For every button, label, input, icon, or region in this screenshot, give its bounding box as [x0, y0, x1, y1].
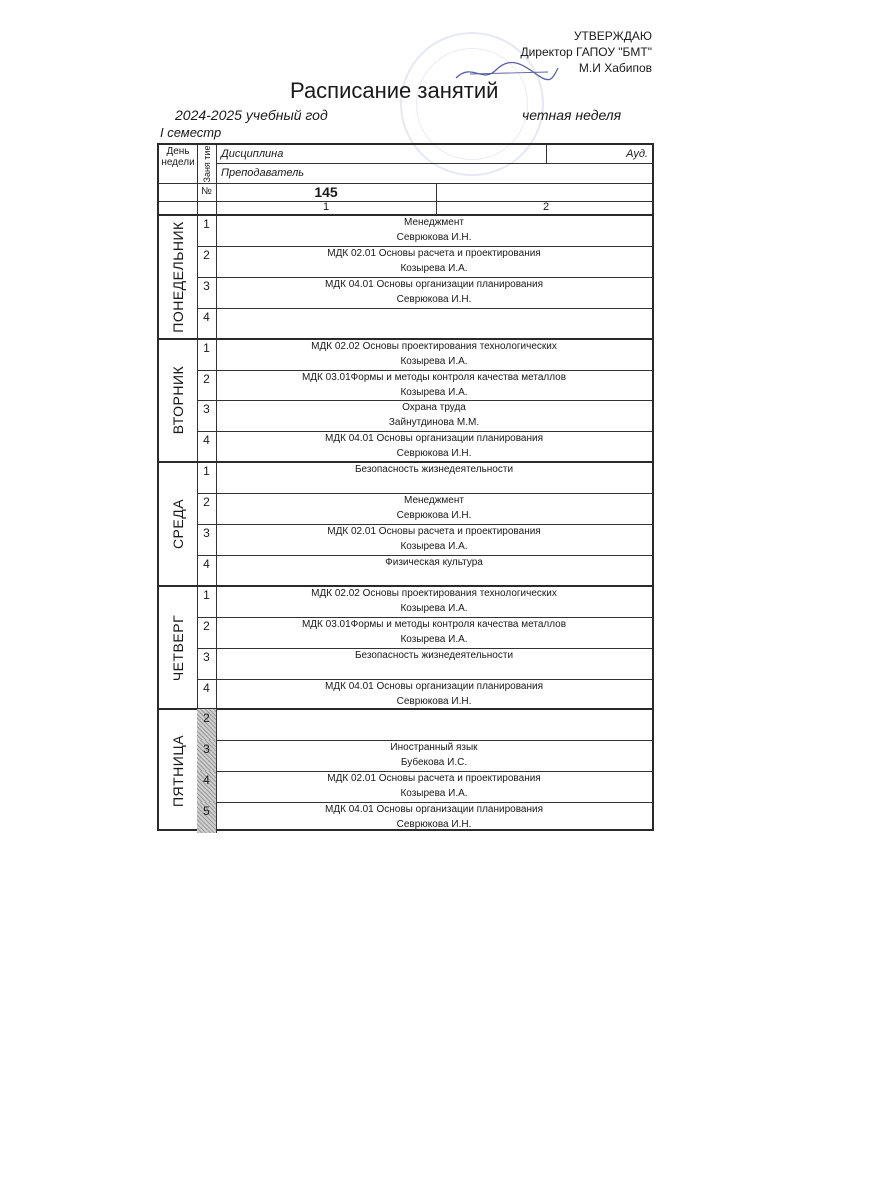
header-line — [159, 183, 652, 184]
header-divider — [546, 145, 547, 163]
lesson-subject: МДК 04.01 Основы организации планирования — [324, 433, 544, 445]
lesson-cell — [216, 370, 652, 401]
approval-position: Директор ГАПОУ "БМТ" — [520, 45, 652, 59]
lesson-number: 1 — [203, 217, 210, 231]
lesson-subject: МДК 02.01 Основы расчета и проектирования — [327, 773, 541, 785]
lesson-number: 2 — [203, 371, 210, 386]
lesson-teacher: Козырева И.А. — [400, 386, 468, 398]
lesson-teacher: Севрюкова И.Н. — [396, 232, 472, 243]
lesson-cell — [216, 555, 652, 586]
lesson-teacher: Козырева И.А. — [400, 602, 468, 614]
lesson-cell — [216, 524, 652, 555]
lesson-teacher: Козырева И.А. — [400, 541, 468, 552]
academic-year: 2024-2025 учебный год — [175, 107, 328, 123]
lesson-number: 2 — [203, 495, 210, 510]
lesson-subject: МДК 02.02 Основы проектирования технологических — [311, 340, 557, 352]
lesson-teacher: Севрюкова И.Н. — [396, 510, 472, 522]
lesson-number: 4 — [197, 771, 216, 802]
lesson-number: 4 — [203, 433, 210, 448]
lesson-subject: МДК 03.01Формы и методы контроля качества металлов — [301, 618, 567, 630]
lesson-cell — [216, 339, 652, 370]
column-number-1: 1 — [322, 201, 330, 213]
header-number: № — [201, 186, 212, 197]
column-number-2: 2 — [542, 201, 550, 213]
lesson-subject: Менеджмент — [404, 495, 464, 507]
semester: I семестр — [160, 125, 222, 140]
approval-title: УТВЕРЖДАЮ — [573, 29, 652, 43]
lesson-subject: МДК 02.02 Основы проектирования технологических — [311, 587, 557, 599]
lesson-cell — [216, 277, 652, 308]
lesson-subject: Иностранный язык — [390, 742, 478, 754]
week-type: четная неделя — [522, 107, 622, 123]
lesson-number: 2 — [203, 247, 210, 262]
lesson-cell — [216, 679, 652, 710]
lesson-number: 2 — [197, 709, 216, 740]
lesson-cell — [216, 462, 652, 493]
lesson-subject: Физическая культура — [385, 556, 483, 568]
lesson-number: 5 — [197, 802, 216, 833]
group-number: 145 — [314, 184, 338, 200]
header-teacher: Преподаватель — [221, 167, 305, 179]
header-line — [159, 201, 652, 202]
header-divider — [436, 183, 437, 215]
lesson-cell — [216, 308, 652, 339]
page-title: Расписание занятий — [290, 78, 499, 103]
schedule-table — [157, 143, 654, 831]
lesson-cell — [216, 493, 652, 524]
lesson-cell — [216, 586, 652, 617]
approval-name: М.И Хабипов — [578, 61, 652, 75]
lesson-subject: МДК 04.01 Основы организации планирования — [324, 278, 544, 290]
lesson-number: 1 — [203, 587, 210, 602]
lesson-number: 4 — [203, 680, 210, 695]
lesson-number: 3 — [197, 740, 216, 771]
lesson-number: 3 — [203, 649, 210, 664]
day-label: ЧЕТВЕРГ — [170, 614, 186, 681]
header-line — [216, 163, 652, 164]
header-divider — [216, 145, 217, 215]
lesson-number: 4 — [203, 309, 210, 324]
lesson-teacher: Севрюкова И.Н. — [396, 293, 472, 305]
lesson-subject: Безопасность жизнедеятельности — [354, 464, 514, 476]
lesson-cell — [216, 709, 652, 740]
lesson-teacher: Козырева И.А. — [400, 262, 468, 274]
lesson-number: 2 — [203, 618, 210, 633]
lesson-teacher: Севрюкова И.Н. — [396, 819, 472, 831]
lesson-teacher: Козырева И.А. — [400, 788, 468, 800]
lesson-number: 3 — [203, 526, 210, 540]
day-label: СРЕДА — [170, 498, 186, 550]
lesson-cell — [216, 215, 652, 246]
day-label: ПОНЕДЕЛЬНИК — [170, 221, 186, 333]
lesson-teacher: Бубекова И.С. — [400, 757, 468, 769]
header-lesson: Заня тие — [201, 145, 212, 183]
lesson-subject: МДК 02.01 Основы расчета и проектирования — [327, 247, 541, 259]
lesson-subject: Менеджмент — [404, 217, 464, 228]
lesson-subject: МДК 02.01 Основы расчета и проектирования — [327, 526, 541, 537]
lesson-subject: МДК 04.01 Основы организации планирования — [324, 680, 544, 692]
lesson-subject: МДК 03.01Формы и методы контроля качества металлов — [301, 371, 567, 383]
lesson-cell — [216, 400, 652, 431]
lesson-cell — [216, 771, 652, 802]
lesson-cell — [216, 431, 652, 462]
lesson-number: 4 — [203, 556, 210, 571]
lesson-teacher: Козырева И.А. — [400, 633, 468, 645]
lesson-teacher: Севрюкова И.Н. — [396, 448, 472, 460]
lesson-cell — [216, 740, 652, 771]
lesson-teacher: Козырева И.А. — [400, 355, 468, 367]
lesson-number: 3 — [203, 278, 210, 293]
header-divider — [197, 145, 198, 215]
header-room: Ауд. — [626, 148, 648, 160]
lesson-number: 1 — [203, 340, 210, 355]
lesson-teacher: Севрюкова И.Н. — [396, 695, 472, 707]
lesson-cell — [216, 802, 652, 833]
header-discipline: Дисциплина — [221, 148, 284, 160]
lesson-cell — [216, 617, 652, 648]
lesson-subject: МДК 04.01 Основы организации планирования — [324, 804, 544, 816]
lesson-subject: Охрана труда — [402, 402, 466, 414]
header-day: День недели — [161, 146, 195, 168]
lesson-teacher: Зайнутдинова М.М. — [388, 417, 480, 429]
day-label: ПЯТНИЦА — [170, 735, 186, 808]
lesson-subject: Безопасность жизнедеятельности — [354, 649, 514, 661]
lesson-cell — [216, 648, 652, 679]
day-label: ВТОРНИК — [170, 366, 186, 435]
lesson-number: 1 — [203, 464, 210, 479]
lesson-number: 3 — [203, 402, 210, 417]
lesson-cell — [216, 246, 652, 277]
